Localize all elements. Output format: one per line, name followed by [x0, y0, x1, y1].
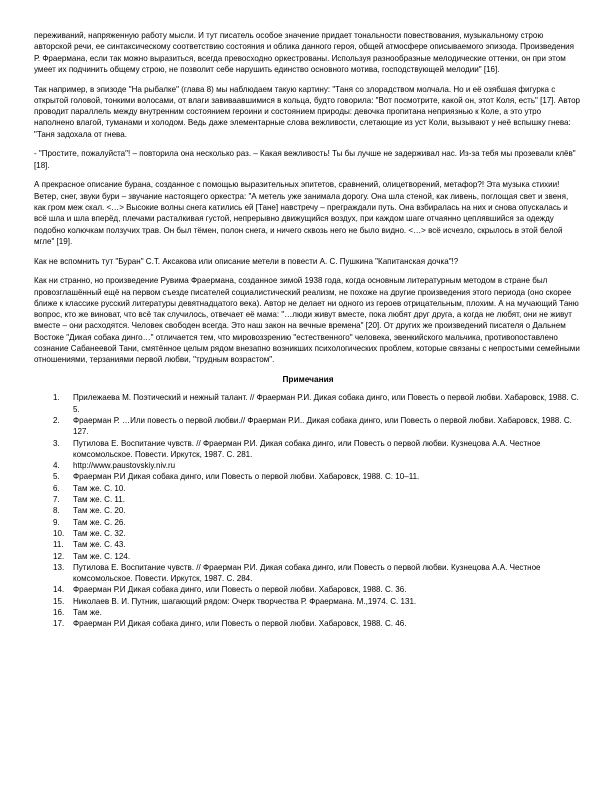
- note-text: Фраерман Р. …Или повесть о первой любви.// Фраерман Р.И.. Дикая собака динго, или Повесть о первой любви. Хабаровск, 1988. С. 127.: [73, 415, 572, 437]
- note-text: Прилежаева М. Поэтический и нежный талант. // Фраерман Р.И. Дикая собака динго, или Повесть о первой любви. Хабаровск, 1988. С. 5.: [73, 393, 579, 414]
- note-text: Там же. С. 26.: [73, 517, 126, 527]
- note-text: Там же. С. 124.: [73, 551, 131, 561]
- note-item: [34, 483, 582, 494]
- note-item: [34, 607, 582, 618]
- note-text: Путилова Е. Воспитание чувств. // Фраерман Р.И. Дикая собака динго, или Повесть о первой любви. Кузнецова А.А. Честное комсомольское. Повести. Иркутск, 1987. С. 281.: [73, 438, 541, 459]
- note-item: [34, 562, 582, 585]
- note-text: Фраерман Р.И Дикая собака динго, или Повесть о первой любви. Хабаровск, 1988. С. 46.: [73, 619, 407, 629]
- note-item: [34, 517, 582, 528]
- note-text: Там же. С. 10.: [73, 483, 126, 493]
- note-number: 8.: [53, 506, 60, 516]
- note-item: [34, 505, 582, 516]
- note-item: [34, 460, 582, 471]
- note-text: Там же. С. 32.: [73, 528, 126, 538]
- note-number: 7.: [53, 495, 60, 505]
- body-paragraph-2: Так например, в эпизоде "На рыбалке" (глава 8) мы наблюдаем такую картину: "Таня со злорадством молчала. Но и её озябшая фигурка с открытой головой, тонкими волосами, от влаги завиваавшимися в кольца, будто говорила: "Вот посмотрите, какой он, этот Коля, есть" [17]. Автор проводит параллель между внутренним состоянием героини и состоянием природы: девочка пропитана неприязнью к Коле, а это утро наполнено влагой, туманами и холодом. Ведь даже элементарные слова вежливости, слетающие из уст Коли, вызывают у неё вспышку гнева: "Таня задохала от гнева.: [34, 84, 581, 139]
- note-item: [34, 471, 582, 482]
- note-item: [34, 596, 582, 607]
- note-item: [34, 494, 582, 505]
- notes-list: [34, 392, 582, 629]
- note-text: Фраерман Р.И Дикая собака динго, или Повесть о первой любви. Хабаровск, 1988. С. 36.: [73, 585, 407, 595]
- note-number: 4.: [53, 461, 60, 471]
- note-item: [34, 539, 582, 550]
- note-text: Там же. С. 43.: [73, 540, 126, 550]
- note-number: 5.: [53, 472, 60, 482]
- note-number: 15.: [53, 596, 65, 606]
- note-item: [34, 584, 582, 595]
- note-item: [34, 392, 582, 415]
- note-number: 16.: [53, 608, 65, 617]
- note-text: Там же. С. 20.: [73, 506, 126, 516]
- note-item: [34, 618, 582, 629]
- body-paragraph-6: Как ни странно, но произведение Рувима Фраермана, созданное зимой 1938 года, когда основным литературным методом в стране был провозглашённый ещё на первом съезде писателей социалистический реализм, не похоже на другие произведения этого периода (оно скорее ближе к классике русский литературы девятнадцатого века). Автор не делает ни одного из героев отрицательным, плохим. А на мучающий Таню вопрос, кто же виноват, что всё так случилось, отвечает её мама: "…люди живут вместе, пока любят друг друга, а когда не любят, они не живут вместе – они расходятся. Человек свободен всегда. Это наш закон на вечные времена" [20]. От других же произведений писателя о Дальнем Востоке "Дикая собака динго…" отличается тем, что мировоззрению "естественного" человека, эвенкийского мальчика, противопоставлено сознание Сабанеевой Тани, смятённое целым рядом внезапно возникших психологических проблем, которые связаны с непростыми семейными отношениями, терзаниями первой любви, "трудным возрастом".: [34, 276, 580, 365]
- document-page: [34, 30, 582, 630]
- note-item: [34, 528, 582, 539]
- note-text: Николаев В. И. Путник, шагающий рядом: Очерк творчества Р. Фраермана. М.,1974. С. 131.: [73, 596, 417, 606]
- note-item: [34, 438, 582, 461]
- note-number: 9.: [53, 517, 60, 527]
- note-number: 3.: [53, 438, 60, 448]
- note-number: 12.: [53, 551, 65, 561]
- note-text: Там же. С. 11.: [73, 495, 125, 505]
- note-number: 11.: [53, 540, 64, 550]
- body-paragraph-5: Как не вспомнить тут "Буран" С.Т. Аксакова или описание метели в повести А. С. Пушкина "Капитанская дочка"!?: [34, 256, 459, 266]
- note-text: Там же.: [73, 608, 102, 617]
- body-paragraph-3: - "Простите, пожалуйста"! – повторила она несколько раз. – Какая вежливость! Ты бы лучше не задерживал нас. Из-за тебя мы прозевали клёв" [18].: [34, 149, 576, 170]
- body-paragraph-1: переживаний, напряженную работу мысли. И тут писатель особое значение придает тональности повествования, музыкальному строю авторской речи, ее синтаксическому соответствию состояния и облика данного героя, общей атмосфере описываемого эпизода. Произведения Р. Фраермана, если так можно выразиться, всегда превосходно оркестрованы. Используя разнообразные мелодические оттенки, он при этом умеет их подчинить общему строю, не позволит себе нарушить единство основного мотива, господствующей мелодии" [16].: [34, 31, 574, 74]
- note-number: 13.: [53, 562, 65, 572]
- note-item: [34, 551, 582, 562]
- note-text: Путилова Е. Воспитание чувств. // Фраерман Р.И. Дикая собака динго, или Повесть о первой любви. Кузнецова А.А. Честное комсомольское. Повести. Иркутск, 1987. С. 284.: [73, 562, 541, 584]
- note-link[interactable]: http://www.paustovskiy.niv.ru: [73, 461, 176, 471]
- notes-heading: Примечания: [282, 374, 334, 385]
- note-number: 14.: [53, 585, 65, 595]
- body-paragraph-4: А прекрасное описание бурана, созданное с помощью выразительных эпитетов, сравнений, олицетворений, метафор?! Эта музыка стихии! Ветер, снег, звуки бури – звучание настоящего оркестра: "А метель уже занимала дорогу. Она шла стеной, как ливень, поглощая свет и звеня, как гром меж скал. <…> Высокие волны снега катились ей [Тане] навстречу – преграждали путь. Она взбиралась на них и снова опускалась и всё шла и шла вперёд, плечами расталкивая густой, непрерывно движущийся воздух, при каждом шаге отчаянно цеплявшийся за одежду подобно колючкам ползучих трав. Он был тёмен, полон снега, и ничего сквозь него не было видно. <…> всё исчезло, скрылось в этой белой мгле" [19].: [34, 180, 569, 246]
- note-number: 2.: [53, 415, 60, 425]
- note-number: 1.: [53, 393, 60, 403]
- note-number: 10.: [53, 528, 65, 538]
- note-number: 17.: [53, 619, 65, 629]
- note-item: [34, 415, 582, 438]
- note-text: Фраерман Р.И Дикая собака динго, или Повесть о первой любви. Хабаровск, 1988. С. 10–11.: [73, 472, 420, 482]
- note-number: 6.: [53, 483, 60, 493]
